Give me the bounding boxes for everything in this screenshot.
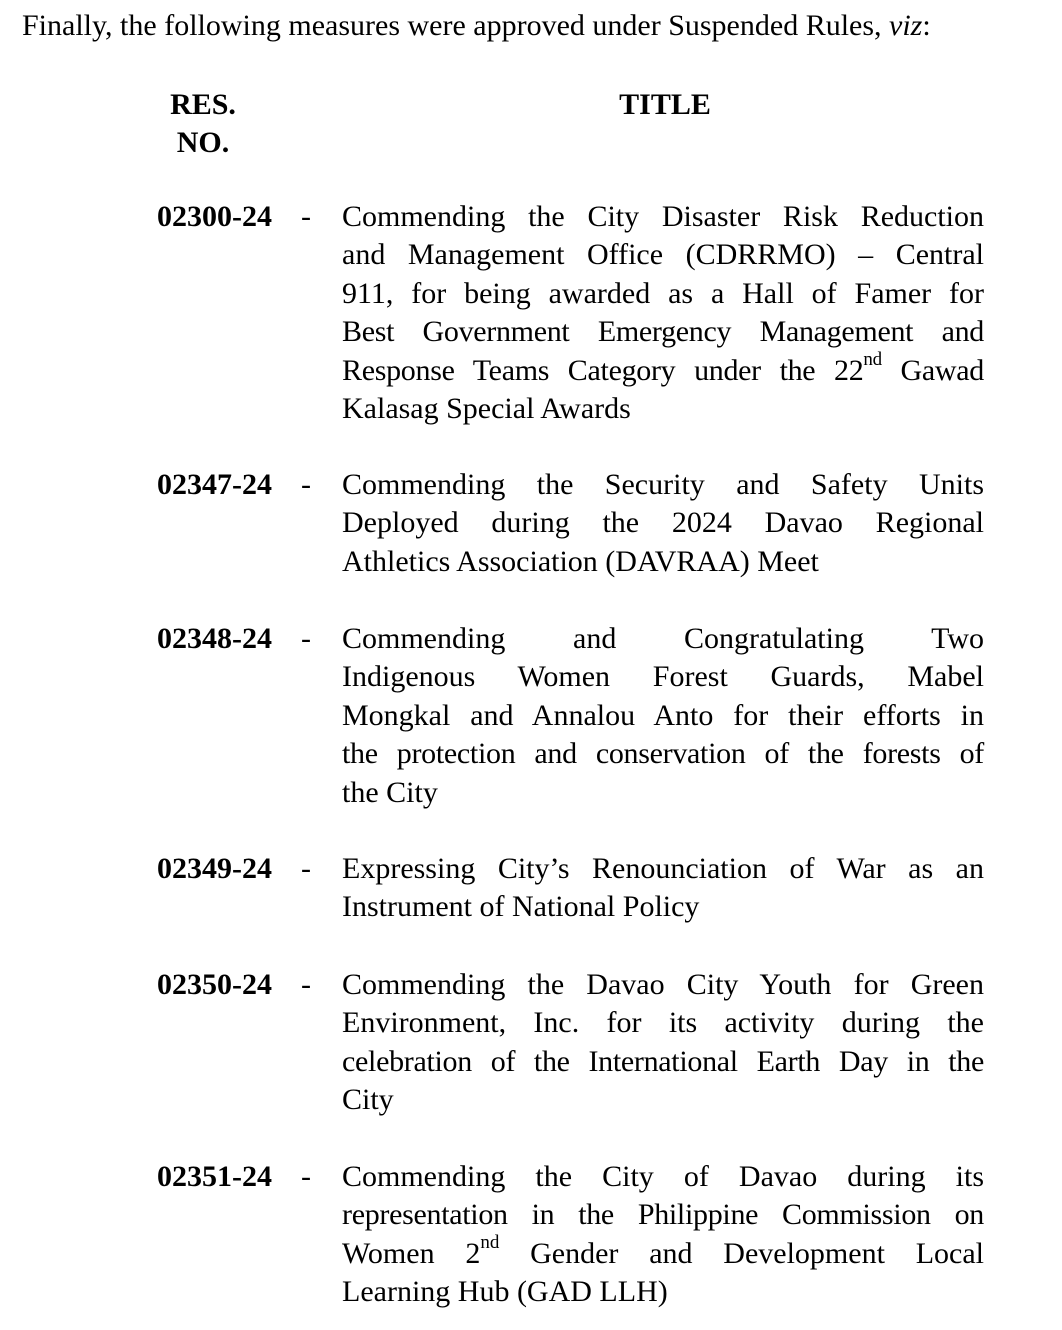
separator-dash: - <box>301 622 311 655</box>
resolution-title <box>342 620 984 812</box>
resolution-title-line: Expressing City’s Renounciation of War as an <box>342 852 984 885</box>
resolution-number: 02351-24 <box>157 1160 272 1193</box>
resolution-title-line: Commending the Davao City Youth for Green <box>342 968 984 1001</box>
resolution-title <box>342 850 984 927</box>
intro-text: Finally, the following measures were approved under Suspended Rules, <box>22 9 882 42</box>
resolution-title <box>342 1158 984 1312</box>
resolution-title-line: Mongkal and Annalou Anto for their efforts in <box>342 698 984 732</box>
resolution-title-line-with-superscript <box>342 1231 984 1273</box>
ordinal-superscript: nd <box>480 1231 500 1253</box>
column-header-res-no <box>150 86 256 162</box>
resolution-title <box>342 466 984 581</box>
resolution-title-line: Commending and Congratulating Two <box>342 622 984 655</box>
separator-dash: - <box>301 968 311 1001</box>
resolution-title-line: Best Government Emergency Management and <box>342 315 984 349</box>
resolution-number: 02300-24 <box>157 200 272 233</box>
resolution-title-text: Gender and Development Local <box>499 1236 984 1270</box>
resolution-number: 02350-24 <box>157 968 272 1001</box>
resolution-title-text: Response Teams Category under the 22 <box>342 353 864 387</box>
resolution-title-line: Learning Hub (GAD LLH) <box>342 1275 668 1309</box>
resolution-title-line: Commending the City of Davao during its <box>342 1160 984 1193</box>
separator-dash: - <box>301 200 311 233</box>
separator-dash: - <box>301 1160 311 1193</box>
resolution-title-line: Instrument of National Policy <box>342 890 700 924</box>
resolution-title-line: Athletics Association (DAVRAA) Meet <box>342 544 819 578</box>
intro-paragraph <box>22 8 1052 44</box>
resolution-title-line: City <box>342 1083 394 1117</box>
resolution-title <box>342 198 984 428</box>
resolution-number: 02349-24 <box>157 852 272 885</box>
resolution-title-line: celebration of the International Earth Day in the <box>342 1044 984 1078</box>
resolution-title <box>342 966 984 1120</box>
resolution-title-line: Environment, Inc. for its activity during the <box>342 1006 984 1040</box>
resolution-title-line: and Management Office (CDRRMO) – Central <box>342 238 984 272</box>
resolution-title-text: Gawad <box>881 353 984 387</box>
resolution-title-line: Kalasag Special Awards <box>342 392 631 426</box>
separator-dash: - <box>301 852 311 885</box>
resolution-title-line: Deployed during the 2024 Davao Regional <box>342 506 984 540</box>
ordinal-superscript: nd <box>863 348 882 370</box>
resolution-title-line: Indigenous Women Forest Guards, Mabel <box>342 660 984 694</box>
intro-viz: viz <box>889 9 923 42</box>
resolution-title-line: Commending the Security and Safety Units <box>342 468 984 501</box>
column-header-title: TITLE <box>619 88 711 121</box>
resolution-title-line: Commending the City Disaster Risk Reduction <box>342 200 984 233</box>
intro-colon: : <box>922 9 931 42</box>
resolution-number: 02347-24 <box>157 468 272 501</box>
resolution-title-line-with-superscript <box>342 348 984 390</box>
resolution-number: 02348-24 <box>157 622 272 655</box>
resolution-title-line: the protection and conservation of the forests of <box>342 737 984 771</box>
separator-dash: - <box>301 468 311 501</box>
resolution-title-line: the City <box>342 775 438 809</box>
column-header-res-no-line1: RES. <box>170 88 236 121</box>
resolution-title-line: representation in the Philippine Commission on <box>342 1198 984 1232</box>
column-header-res-no-line2: NO. <box>176 126 230 159</box>
resolution-title-line: 911, for being awarded as a Hall of Famer for <box>342 276 984 310</box>
resolution-title-text: Women 2 <box>342 1236 481 1270</box>
